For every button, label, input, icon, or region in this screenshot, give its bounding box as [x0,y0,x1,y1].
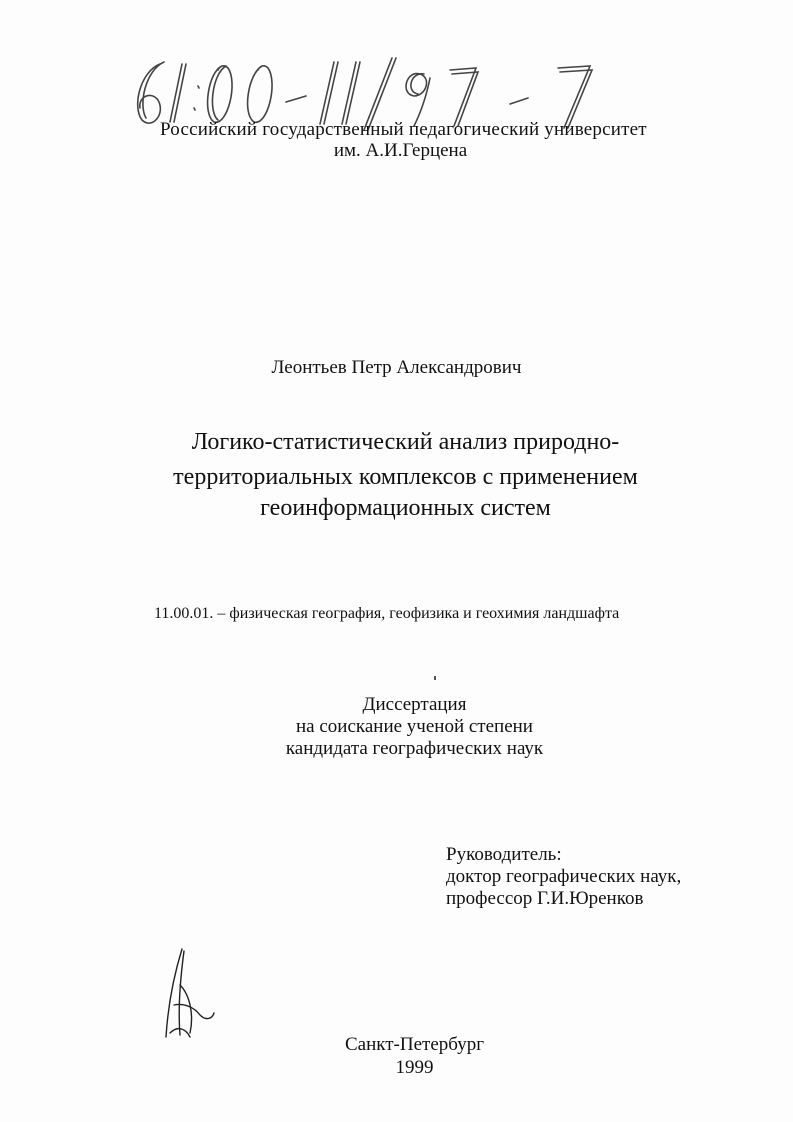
supervisor-name: профессор Г.И.Юренков [446,888,644,909]
dissertation-label: Диссертация [362,694,467,715]
year: 1999 [395,1057,434,1078]
supervisor-label: Руководитель: [446,844,562,865]
stamp-text [120,52,620,106]
signature-drawing [160,945,230,1045]
thesis-title-line: Логико-статистический анализ природно- [191,429,620,455]
thesis-title-line: геоинформационных систем [260,495,551,521]
university-name: Российский государственный педагогический университет [160,119,647,140]
thesis-title-line: территориальных комплексов с применением [173,464,638,490]
scan-speck [434,676,436,680]
university-dedication: им. А.И.Герцена [333,140,468,161]
supervisor-degree: доктор географических наук, [446,866,682,887]
degree-purpose: на соискание ученой степени [296,716,533,737]
handwritten-signature [160,945,230,1045]
degree-name: кандидата географических наук [285,738,544,759]
city: Санкт-Петербург [344,1034,484,1055]
specialty-code: 11.00.01. – физическая география, геофизика и геохимия ландшафта [154,605,620,622]
author-name: Леонтьев Петр Александрович [271,357,522,378]
